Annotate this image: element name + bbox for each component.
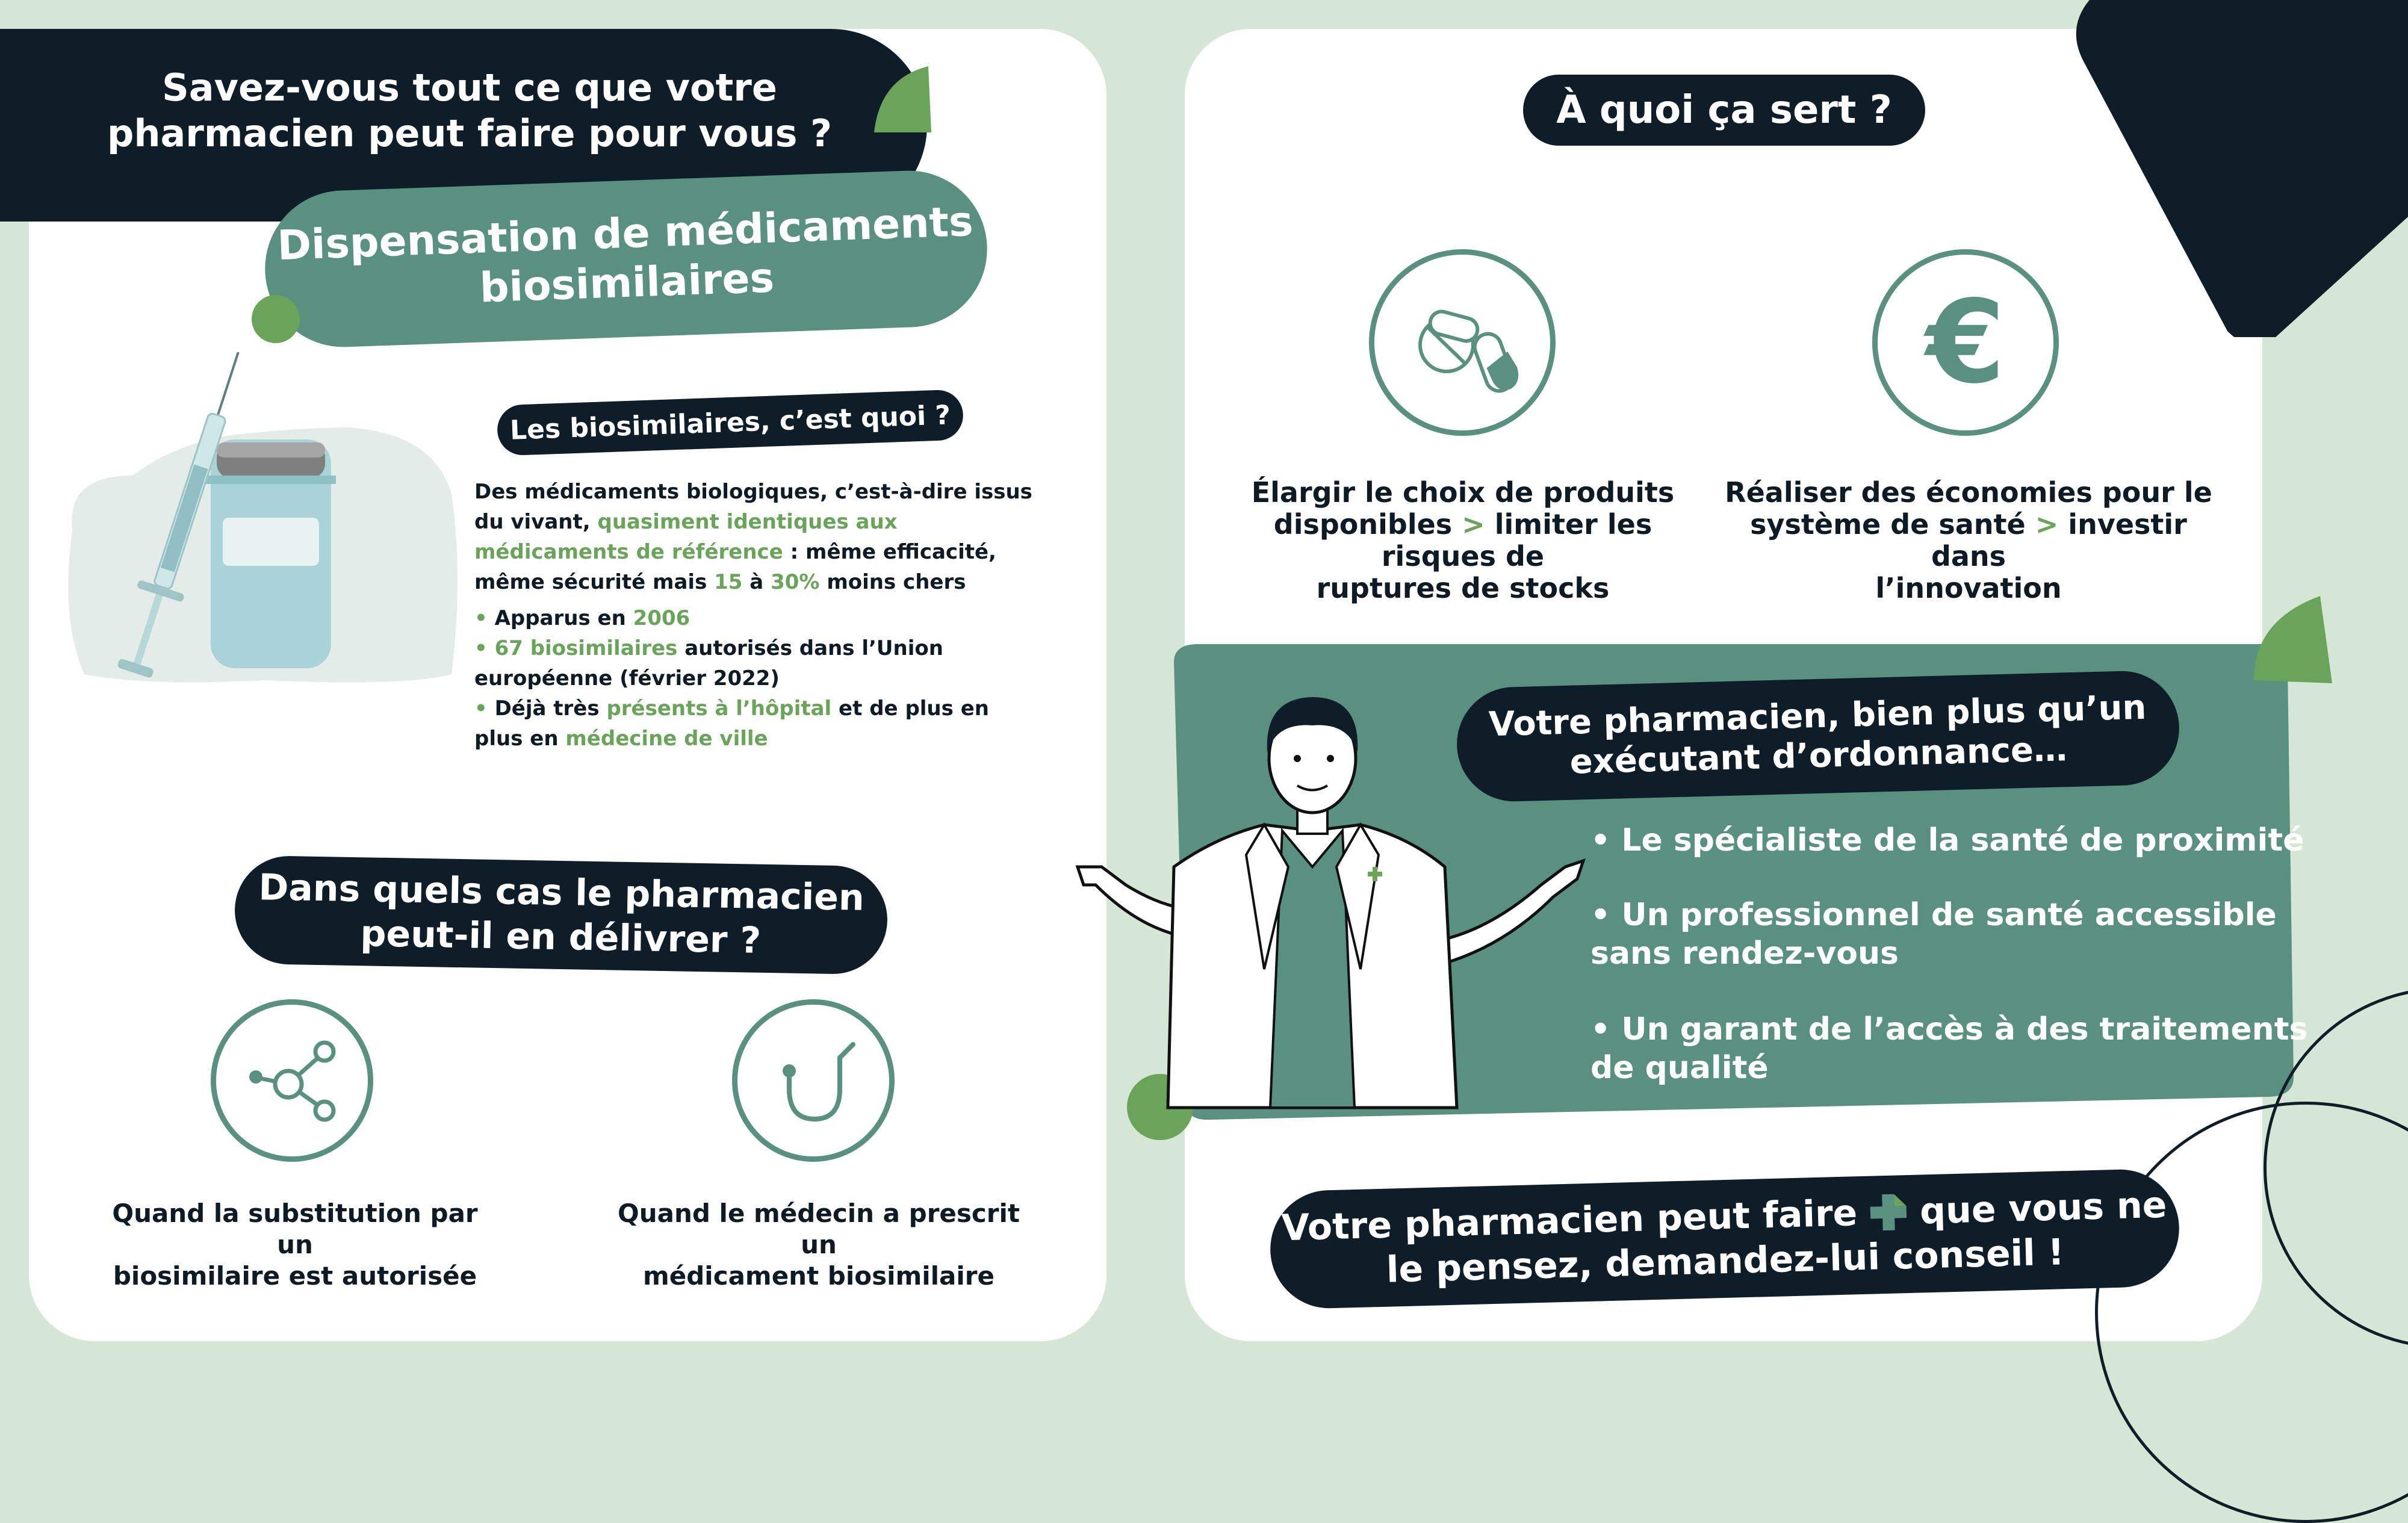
fact-item-2: [474, 633, 1040, 693]
benefit2-caption: [1722, 477, 2215, 604]
benefit2-line2-a: système de santé: [1750, 508, 2035, 541]
fact-2-text: autorisés dans l’Union européenne (février 2022): [474, 636, 943, 690]
molecule-icon: [211, 999, 373, 1162]
benefit1-line2-b: limiter les risques de: [1381, 508, 1652, 572]
definition-part2: : même efficacité, même sécurité mais: [474, 540, 996, 594]
case2-line1: Quand le médecin a prescrit un: [618, 1199, 1020, 1259]
definition-highlight1: quasiment identiques aux médicaments de référence: [474, 510, 898, 564]
section-title: [262, 168, 990, 350]
fact-2-highlight: 67 biosimilaires: [487, 636, 678, 660]
green-dot-decoration: [252, 295, 300, 343]
question-line1: Dans quels cas le pharmacien: [258, 866, 865, 919]
case1-line2: biosimilaire est autorisée: [113, 1261, 477, 1291]
bullet: •: [474, 606, 488, 630]
pills-icon: [1369, 249, 1556, 436]
bullet: •: [474, 636, 488, 660]
facts-list: [474, 603, 1040, 754]
role-item-2-cont: sans rendez-vous: [1590, 935, 1899, 972]
section-title-line2: biosimilaires: [479, 254, 775, 312]
role-item-2: • Un professionnel de santé accessible: [1590, 897, 2277, 933]
footer-part-b: que vous ne: [1919, 1183, 2168, 1233]
benefit1-line3: ruptures de stocks: [1316, 572, 1610, 604]
subtitle-text: Les biosimilaires, c’est quoi ?: [509, 399, 951, 446]
green-leaf-decoration-right: [2254, 596, 2332, 686]
role-item-1: • Le spécialiste de la santé de proximité: [1590, 822, 2304, 858]
bullet: •: [474, 696, 488, 721]
top-banner-text: Savez-vous tout ce que votre pharmacien peut faire pour vous ?: [107, 66, 833, 155]
definition-part4: moins chers: [819, 570, 966, 594]
case2-caption: [608, 1198, 1029, 1292]
euro-icon: [1872, 249, 2059, 436]
fact-3-highlight2: médecine de ville: [565, 727, 768, 751]
definition-part3: à: [742, 570, 771, 594]
role-item-3-cont: de qualité: [1590, 1050, 1769, 1086]
corner-decoration-dark-overlay: [2071, 0, 2408, 337]
definition-text: [474, 477, 1040, 597]
benefit1-caption: [1216, 477, 1710, 604]
question-badge: [234, 855, 889, 975]
section-title-line1: Dispensation de médicaments: [276, 197, 974, 270]
benefit2-line2-b: investir dans: [1931, 508, 2187, 572]
pharmacist-title-badge: [1456, 669, 2181, 802]
benefit2-line2: [1722, 509, 2215, 572]
fact-item-1: [474, 603, 1040, 633]
heading-text: À quoi ça sert ?: [1556, 88, 1892, 132]
case1-line1: Quand la substitution par un: [112, 1199, 478, 1259]
question-line2: peut-il en délivrer ?: [359, 913, 762, 962]
fact-1-highlight: 2006: [633, 606, 690, 630]
arrow-icon: >: [2035, 508, 2059, 541]
footer-part-a: Votre pharmacien peut faire: [1280, 1192, 1858, 1250]
vaccine-illustration: [48, 337, 458, 698]
fact-1-text: Apparus en: [487, 606, 633, 630]
benefit1-line1: Élargir le choix de produits: [1251, 476, 1675, 509]
benefit2-line3: l’innovation: [1875, 572, 2062, 604]
benefit2-line1: Réaliser des économies pour le: [1725, 476, 2212, 509]
fact-3-highlight1: présents à l’hôpital: [606, 696, 832, 721]
pharmacist-title-line1: Votre pharmacien, bien plus qu’un: [1488, 687, 2147, 745]
pharmacy-cross-icon: [1869, 1193, 1908, 1232]
fact-item-3: [474, 693, 1040, 754]
green-leaf-decoration: [874, 66, 934, 138]
definition-highlight3: 30%: [771, 570, 820, 594]
stethoscope-icon: [732, 999, 895, 1162]
role-item-3: • Un garant de l’accès à des traitements: [1590, 1011, 2308, 1047]
benefit1-line2-a: disponibles: [1273, 508, 1462, 541]
definition-part1: Des médicaments biologiques, c’est-à-dire issus du vivant,: [474, 480, 1032, 534]
footer-badge: [1269, 1168, 2181, 1309]
arrow-icon: >: [1462, 508, 1485, 541]
euro-symbol: €: [1925, 276, 2006, 409]
heading-badge: [1523, 75, 1925, 146]
fact-3-text: Déjà très: [487, 696, 607, 721]
footer-line2: le pensez, demandez-lui conseil !: [1386, 1231, 2065, 1291]
case2-line2: médicament biosimilaire: [642, 1261, 995, 1291]
definition-highlight2: 15: [714, 570, 743, 594]
case1-caption: [108, 1198, 482, 1292]
benefit1-line2: [1216, 509, 1710, 572]
pharmacist-title-line2: exécutant d’ordonnance…: [1569, 730, 2068, 782]
fact-3-text2: et de plus en plus en: [474, 696, 989, 751]
